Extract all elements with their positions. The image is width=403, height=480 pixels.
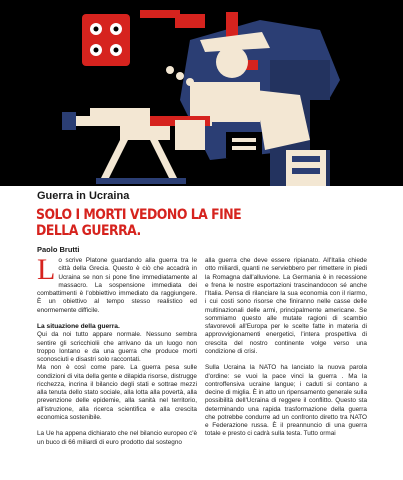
paragraph: Qui da noi tutto appare normale. Nessuno sembra sentire gli scricchiolii che arrivano da un luogo non troppo lontano e da una guerra che produce morti sconosciuti e disastri solo raccontati. [37, 331, 197, 363]
paragraph-text: o scrive Platone guardando alla guerra tra le città della Grecia. Questo è ciò che accadrà in Ucraina se non si pone fine immediatamente al massacro. La sospensione immediata dei combattimenti è l'obbiettivo immediato da raggiungere. È un obiettivo al tempo stesso realistico ed enormemente difficile. [37, 257, 197, 314]
article-title-line-1: SOLO I MORTI VEDONO LA FINE [36, 207, 242, 223]
hero-illustration [0, 0, 403, 186]
author-byline: Paolo Brutti [37, 245, 80, 254]
paragraph: Sulla Ucraina la NATO ha lanciato la nuova parola d'ordine: se vuoi la pace vinci la guerra . Ma la controffensiva ucraine langue; i caduti si contano a decine di miglia. È in atto un ripensamento generale sulla possibilità dell'Ucraina di reggere il conflitto. Questo sta determinando una rapida trasformazione della guerra che potrebbe condurre ad un confronto diretto tra NATO e Federazione russa. È il preannuncio di una guerra totale e presto ci cadrà sulla testa. Tutto ormai [205, 364, 367, 438]
soldier-machinegun-illustration [0, 0, 403, 186]
article-column-left [37, 253, 197, 455]
article-title [36, 207, 260, 239]
subheading [37, 323, 197, 331]
paragraph: Ma non è così come pare. La guerra pesa sulle condizioni di vita della gente e dilapida risorse, distrugge ricchezza, incrina il bilancio degli stati e sottrae mezzi alla tenuta dello stato sociale, alla lotta alla povertà, alla prevenzione delle epidemie, alla sanità nel territorio, all'istruzione, alla ricerca scientifica e alla crescita economica sostenibile. [37, 364, 197, 421]
article-title-line-2: DELLA GUERRA. [36, 223, 141, 239]
paragraph: alla guerra che deve essere ripianato. All'Italia chiede otto miliardi, quanti ne serviebbero per rimettere in piedi la Romagna dall'alluvione. La Germania è in recessione e frena le nostre esportazioni trascinandocon sé anche l'Italia. Pensa di rilanciare la sua economia con il riarmo, i cui costi sono risorse che finiranno nelle casse delle multinazionali delle armi, principalmente americane. Se sommiamo questo alle mutate ragioni di scambio sfavorevoli all'Europa per le scelte fatte in materia di approvvigionamenti energetici, l'intera prospettiva di crescita del nostro continente volge verso una condizione di crisi. [205, 257, 367, 355]
paragraph: La Ue ha appena dichiarato che nel bilancio europeo c'è un buco di 66 miliardi di euro prodotto dal sostegno [37, 430, 197, 446]
section-label: Guerra in Ucraina [37, 190, 130, 202]
drop-cap: L [37, 253, 56, 286]
article-column-right [205, 257, 367, 447]
subheading-text: La situazione della guerra. [37, 323, 120, 330]
paragraph [37, 253, 197, 315]
